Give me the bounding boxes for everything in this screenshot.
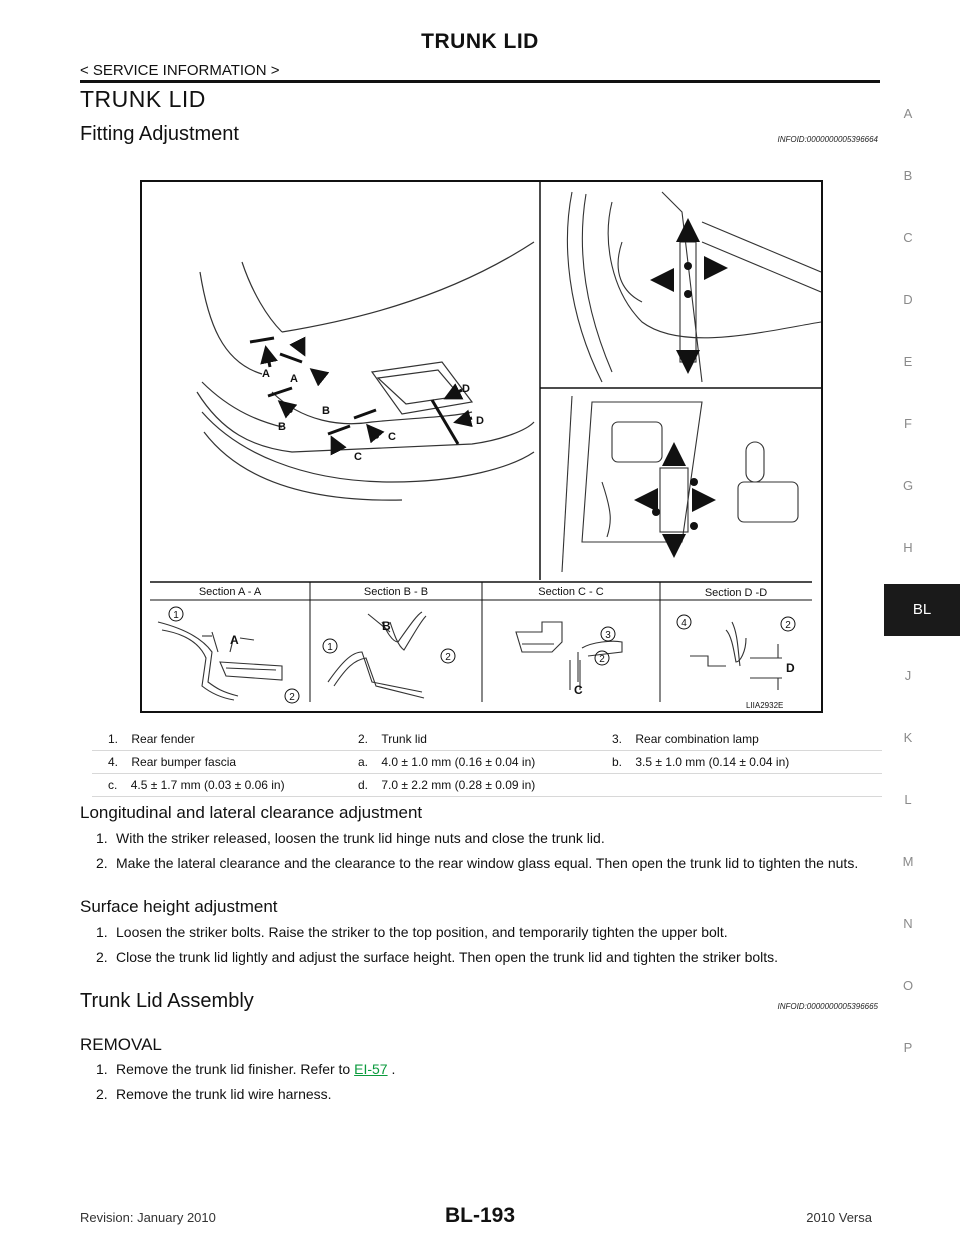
fitting-diagram <box>140 180 823 713</box>
callout-2-a: 2 <box>289 692 295 703</box>
figure-legend <box>92 728 882 797</box>
page-header-title: TRUNK LID <box>421 30 539 53</box>
legend-item: 1. Rear fender <box>108 732 195 746</box>
tab-f[interactable]: F <box>904 416 912 431</box>
list-item: 2. Remove the trunk lid wire harness. <box>96 1086 332 1102</box>
legend-item: d. 7.0 ± 2.2 mm (0.28 ± 0.09 in) <box>358 778 536 792</box>
legend-row <box>92 751 882 774</box>
tab-d[interactable]: D <box>903 292 913 307</box>
header-divider <box>80 80 880 83</box>
legend-item: b. 3.5 ± 1.0 mm (0.14 ± 0.04 in) <box>612 755 790 769</box>
section-d-d-label: Section D -D <box>704 587 768 599</box>
legend-item: 3. Rear combination lamp <box>612 732 759 746</box>
legend-item: c. 4.5 ± 1.7 mm (0.03 ± 0.06 in) <box>108 778 285 792</box>
label-c-1: C <box>354 451 362 463</box>
tab-h[interactable]: H <box>903 540 913 555</box>
tab-b[interactable]: B <box>903 168 913 183</box>
list-item: 1. With the striker released, loosen the trunk lid hinge nuts and close the trunk lid. <box>96 830 605 846</box>
callout-3-c: 3 <box>605 630 611 641</box>
legend-item: 4. Rear bumper fascia <box>108 755 237 769</box>
tab-c[interactable]: C <box>903 230 913 245</box>
surface-steps <box>96 923 880 973</box>
callout-1-a: 1 <box>173 610 179 621</box>
label-d-2: D <box>476 415 484 427</box>
fitting-diagram-svg <box>142 182 821 711</box>
list-item: 2. Make the lateral clearance and the clearance to the rear window glass equal. Then open the trunk lid to tighten the nuts. <box>96 855 859 871</box>
list-item: 1. Loosen the striker bolts. Raise the striker to the top position, and temporarily tighten the upper bolt. <box>96 924 728 940</box>
tab-j[interactable]: J <box>904 668 912 683</box>
tab-g[interactable]: G <box>902 478 914 493</box>
label-a-1: A <box>262 368 270 380</box>
section-b-b-label: Section B - B <box>363 586 429 598</box>
label-a-section: A <box>230 633 239 647</box>
tab-e[interactable]: E <box>903 354 913 369</box>
tab-bl-active[interactable]: BL <box>884 584 960 636</box>
tab-a[interactable]: A <box>903 106 913 121</box>
label-a-2: A <box>290 373 298 385</box>
longitudinal-heading: Longitudinal and lateral clearance adjustment <box>80 803 423 822</box>
label-b-1: B <box>278 421 286 433</box>
tab-n[interactable]: N <box>903 916 913 931</box>
fitting-infoid: INFOID:0000000005396664 <box>777 135 878 144</box>
label-b-section: B <box>382 619 391 633</box>
section-title: TRUNK LID <box>80 86 206 112</box>
tab-l[interactable]: L <box>904 792 912 807</box>
callout-2-d: 2 <box>785 620 791 631</box>
ei-57-link[interactable]: EI-57 <box>354 1061 388 1077</box>
label-d-1: D <box>462 383 470 395</box>
legend-item: 2. Trunk lid <box>358 732 427 746</box>
revision-date: Revision: January 2010 <box>80 1210 216 1225</box>
legend-row <box>92 728 882 751</box>
list-item: 2. Close the trunk lid lightly and adjust the surface height. Then open the trunk lid and tighten the striker bolts. <box>96 949 779 965</box>
longitudinal-steps <box>96 829 880 879</box>
fitting-adjustment-heading: Fitting Adjustment <box>80 123 239 145</box>
tab-k[interactable]: K <box>903 730 913 745</box>
removal-heading: REMOVAL <box>80 1035 162 1054</box>
section-c-c-label: Section C - C <box>538 586 604 598</box>
section-a-a-label: Section A - A <box>198 586 262 598</box>
model-name: 2010 Versa <box>806 1210 872 1225</box>
figure-code: LIIA2932E <box>746 701 784 710</box>
callout-2-c: 2 <box>599 654 605 665</box>
label-b-2: B <box>322 405 330 417</box>
tab-p[interactable]: P <box>903 1040 913 1055</box>
legend-item: a. 4.0 ± 1.0 mm (0.16 ± 0.04 in) <box>358 755 536 769</box>
list-item: 1. Remove the trunk lid finisher. Refer to EI-57 . <box>96 1061 396 1077</box>
label-c-section: C <box>574 683 583 697</box>
callout-1-b: 1 <box>327 642 333 653</box>
label-c-2: C <box>388 431 396 443</box>
tab-o[interactable]: O <box>902 978 914 993</box>
breadcrumb: < SERVICE INFORMATION > <box>80 62 280 79</box>
callout-2-b: 2 <box>445 652 451 663</box>
page-number: BL-193 <box>444 1204 516 1227</box>
legend-row <box>92 774 882 797</box>
assembly-infoid: INFOID:0000000005396665 <box>777 1002 878 1011</box>
removal-steps <box>96 1060 880 1110</box>
tab-m[interactable]: M <box>902 854 914 869</box>
callout-4-d: 4 <box>681 618 687 629</box>
label-d-section: D <box>786 661 795 675</box>
trunk-lid-assembly-heading: Trunk Lid Assembly <box>80 990 254 1012</box>
surface-heading: Surface height adjustment <box>80 897 278 916</box>
